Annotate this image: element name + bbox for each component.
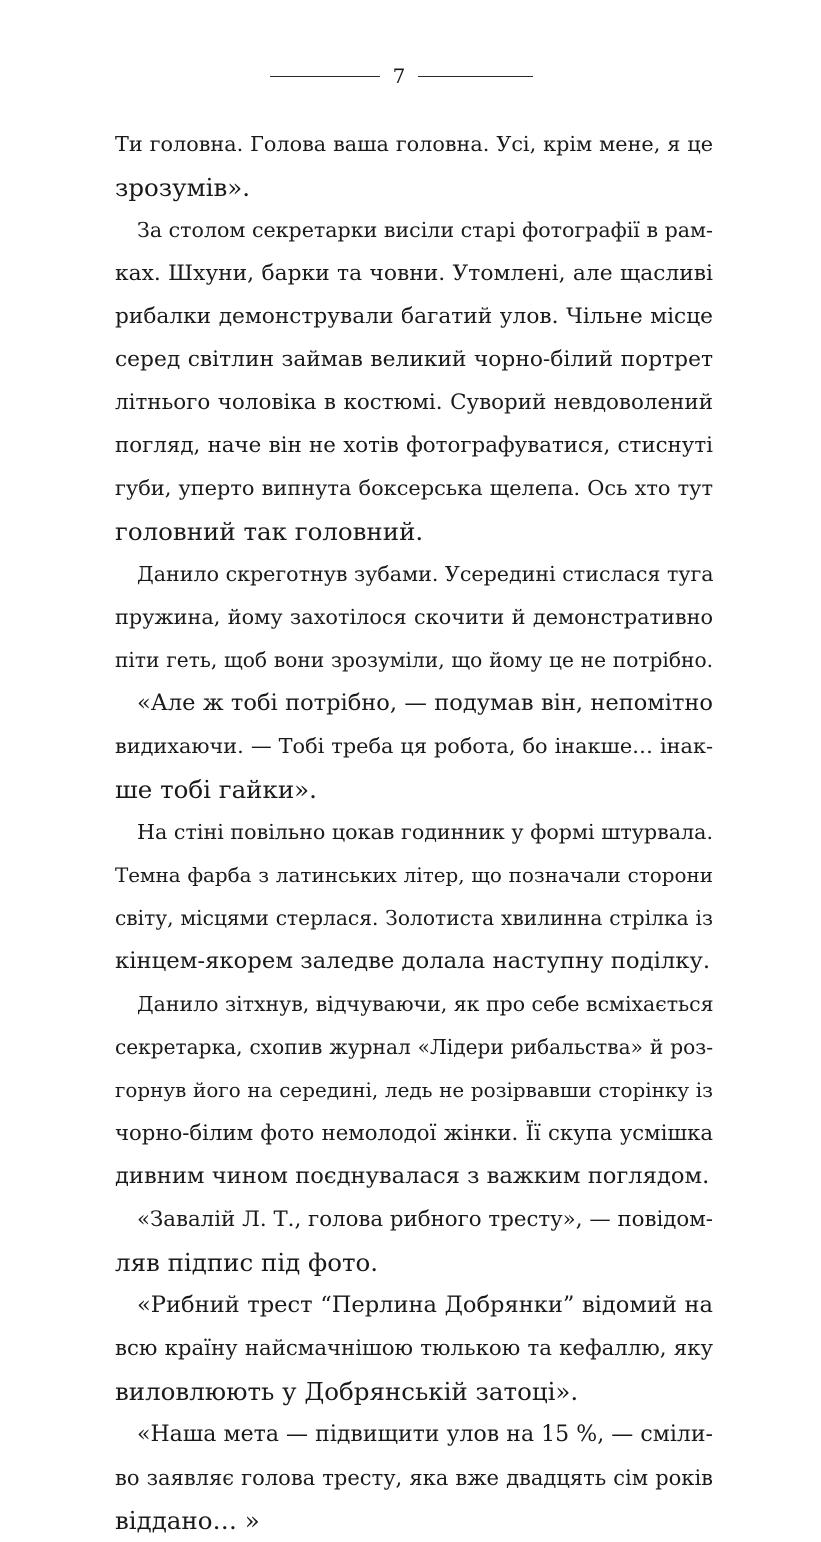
text-line: горнув його на середині, ледь не розірвавши сторінку із — [115, 1079, 713, 1102]
text-line: дивним чином поєднувалася з важким поглядом. — [115, 1163, 710, 1189]
text-line: видихаючи. — Тобі треба ця робота, бо інакше… інак- — [115, 734, 713, 758]
text-line: літнього чоловіка в костюмі. Суворий невдоволений — [115, 390, 713, 415]
text-line: губи, уперто випнута боксерська щелепа. Ось хто тут — [115, 476, 713, 500]
header-rule-left — [270, 76, 380, 77]
text-line: «Але ж тобі потрібно, — подумав він, непомітно — [137, 690, 713, 716]
text-line: рибалки демонстрували багатий улов. Чільне місце — [115, 304, 713, 329]
running-header — [0, 62, 821, 92]
text-line: виловлюють у Добрянській затоці». — [115, 1377, 579, 1406]
text-line: пружина, йому захотілося скочити й демонстративно — [115, 605, 713, 629]
text-line: світу, місцями стерлася. Золотиста хвилинна стрілка із — [115, 906, 713, 930]
text-line: За столом секретарки висіли старі фотографії в рам- — [137, 218, 713, 242]
text-line: Данило скреготнув зубами. Усередині стислася туга — [137, 562, 714, 586]
text-line: погляд, наче він не хотів фотографуватися, стиснуті — [115, 433, 713, 458]
text-line: секретарка, схопив журнал «Лідери рибальства» й роз- — [115, 1035, 713, 1059]
text-line: ках. Шхуни, барки та човни. Утомлені, але щасливі — [115, 261, 713, 286]
text-line: чорно-білим фото немолодої жінки. Її скупа усмішка — [115, 1121, 713, 1146]
text-line: во заявляє голова тресту, яка вже двадцять сім років — [115, 1465, 713, 1490]
text-line: головний так головний. — [115, 517, 424, 546]
text-line: Темна фарба з латинських літер, що позначали сторони — [115, 864, 713, 887]
text-line: піти геть, щоб вони зрозуміли, що йому це не потрібно. — [115, 648, 713, 672]
page-number: 7 — [392, 64, 406, 88]
text-line: всю країну найсмачнішою тюлькою та кефаллю, яку — [115, 1336, 713, 1361]
header-rule-right — [418, 76, 533, 77]
text-line: зрозумів». — [115, 173, 251, 202]
text-line: «Наша мета — підвищити улов на 15 %, — сміли- — [137, 1422, 713, 1447]
text-line: віддано… » — [115, 1506, 260, 1535]
text-line: «Завалій Л. Т., голова рибного тресту», — повідом- — [137, 1207, 713, 1232]
text-line: кінцем-якорем заледве долала наступну поділку. — [115, 948, 711, 974]
text-line: «Рибний трест “Перлина Добрянки” відомий на — [137, 1292, 713, 1318]
text-line: На стіні повільно цокав годинник у формі штурвала. — [137, 820, 713, 844]
text-line: Данило зітхнув, відчуваючи, як про себе всміхається — [137, 992, 714, 1016]
text-line: ляв підпис під фото. — [115, 1248, 379, 1277]
body-text — [115, 123, 713, 1542]
text-line: серед світлин займав великий чорно-білий портрет — [115, 347, 713, 372]
text-line: Ти головна. Голова ваша головна. Усі, крім мене, я це — [115, 132, 713, 156]
text-line: ше тобі гайки». — [115, 775, 317, 804]
